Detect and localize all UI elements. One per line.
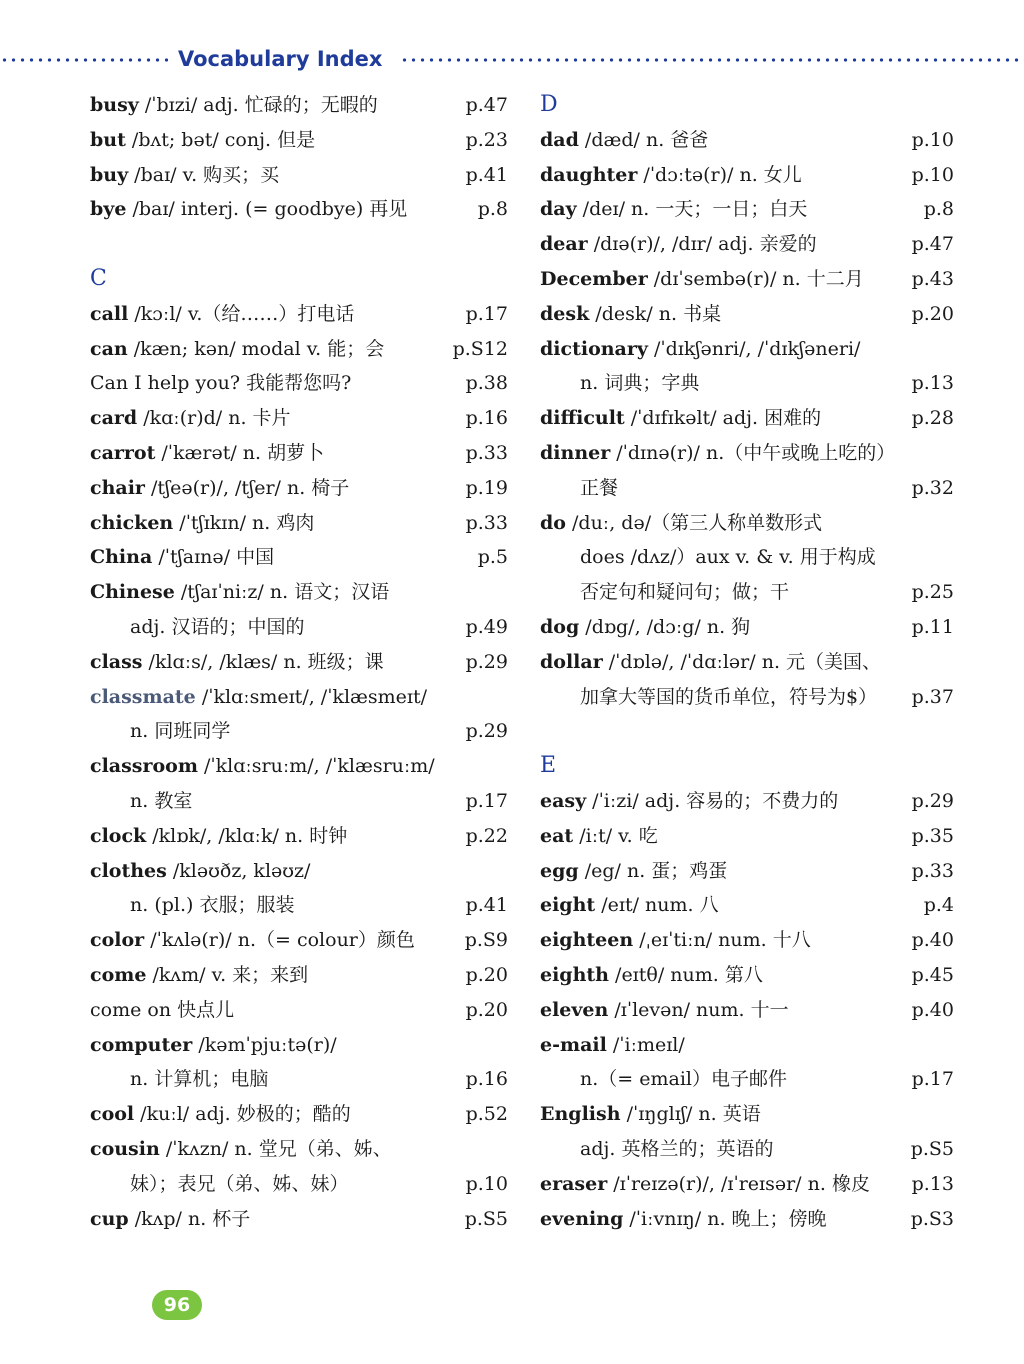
page-number-badge: 96 [152,1290,202,1320]
entry-definition: /klɑːs/, /klæs/ n. 班级；课 [142,650,384,673]
headword: dollar [540,650,603,673]
entry-text [90,366,351,401]
entry-text [130,1062,268,1097]
entry-definition: /ɪˈlevən/ num. 十一 [608,998,789,1021]
entry-text [90,680,427,715]
vocab-entry [540,923,954,958]
left-column [90,88,508,1236]
entry-definition: /ˈiːzi/ adj. 容易的；不费力的 [586,789,839,812]
headword: December [540,267,648,290]
entry-definition: /ˈklɑːsruːm/, /ˈklæsruːm/ [197,755,435,778]
entry-text [540,227,817,262]
entry-text [580,540,876,575]
page-reference: p.13 [911,372,954,395]
page-reference: p.22 [465,824,508,847]
vocab-entry [540,610,954,645]
vocab-entry [540,1028,954,1063]
vocab-entry [540,1202,954,1237]
entry-continuation [90,714,508,749]
entry-definition: /tʃaɪˈniːz/ n. 语文；汉语 [174,581,390,604]
entry-text [90,958,308,993]
vocab-entry [90,471,508,506]
entry-definition: 加拿大等国的货币单位，符号为$） [580,685,878,708]
headword: dear [540,233,588,256]
vocab-entry [90,958,508,993]
entry-continuation [90,1167,508,1202]
vocab-entry [540,819,954,854]
headword: computer [90,1033,193,1056]
vocab-entry [540,1097,954,1132]
entry-text [540,297,721,332]
headword: English [540,1103,621,1126]
entry-text [540,123,708,158]
headword: cool [90,1103,135,1126]
page-reference: p.40 [911,998,954,1021]
headword: but [90,128,126,151]
entry-text [90,471,349,506]
entry-text [90,1028,337,1063]
entry-definition: n. 同班同学 [130,720,231,743]
entry-text [90,923,415,958]
vocab-entry [90,645,508,680]
entry-definition: /klɒk/, /klɑːk/ n. 时钟 [146,824,348,847]
page-reference: p.35 [911,824,954,847]
entry-text [90,575,389,610]
vocab-entry [90,819,508,854]
entry-definition: 否定句和疑问句；做；干 [580,581,790,604]
headword: bye [90,198,127,221]
page-reference: p.20 [911,302,954,325]
page-reference: p.33 [465,511,508,534]
headword: eraser [540,1172,608,1195]
entry-definition: n. 词典；字典 [580,372,700,395]
page-reference: p.20 [465,963,508,986]
headword: card [90,407,138,430]
entry-definition: /kʌp/ n. 杯子 [128,1207,251,1230]
section-gap [540,714,954,749]
page-reference: p.S5 [910,1137,954,1160]
vocab-entry [90,506,508,541]
vocab-entry [540,262,954,297]
headword: dinner [540,441,611,464]
entry-definition: Can I help you? 我能帮您吗? [90,372,352,395]
headword: eat [540,824,574,847]
headword: clock [90,824,147,847]
entry-continuation [540,366,954,401]
page-reference: p.29 [911,789,954,812]
page-reference: p.29 [465,720,508,743]
headword: China [90,546,153,569]
entry-text [540,993,789,1028]
entry-text [540,1167,870,1202]
vocab-entry [540,401,954,436]
vocab-entry [90,1132,508,1167]
vocab-entry [90,88,508,123]
headword: dictionary [540,337,648,360]
vocab-entry [540,506,954,541]
entry-text [90,854,310,889]
vocab-entry [90,401,508,436]
page-reference: p.47 [465,94,508,116]
entry-text [90,819,347,854]
page-reference: p.16 [465,407,508,430]
vocab-entry [90,332,508,367]
entry-definition: 正餐 [580,476,619,499]
entry-text [540,436,895,471]
entry-text [580,1132,773,1167]
entry-definition: adj. 汉语的；中国的 [130,615,305,638]
entry-definition: 妹）；表兄（弟、姊、妹） [130,1172,349,1195]
entry-text [540,332,860,367]
entry-definition: /ˈiːmeɪl/ [606,1033,685,1056]
entry-definition: /kʌm/ v. 来；来到 [146,963,309,986]
page-reference: p.38 [465,372,508,395]
entry-text [130,888,294,923]
page-reference: p.17 [911,1068,954,1091]
section-letter: C [90,265,107,291]
entry-definition: /kæn; kən/ modal v. 能；会 [127,337,385,360]
entry-text [540,1097,761,1132]
entry-definition: /ˈkʌzn/ n. 堂兄（弟、姊、 [159,1137,392,1160]
entry-definition: /duː, də/（第三人称单数形式 [565,511,823,534]
entry-text [580,471,618,506]
entry-definition: n. (pl.) 衣服；服装 [130,894,295,917]
entry-definition: /kəmˈpjuːtə(r)/ [192,1033,337,1056]
entry-definition: /iːt/ v. 吃 [573,824,658,847]
headword: class [90,650,143,673]
entry-continuation [540,471,954,506]
entry-text [540,262,864,297]
page-reference: p.10 [911,128,954,151]
entry-continuation [90,784,508,819]
vocab-entry [90,923,508,958]
entry-text [540,192,807,227]
headword: classmate [90,685,196,708]
entry-definition: /ˈbɪzi/ adj. 忙碌的；无暇的 [138,94,378,116]
entry-continuation [540,680,954,715]
headword: daughter [540,163,638,186]
entry-text [90,540,274,575]
entry-text [540,645,881,680]
headword: do [540,511,566,534]
entry-definition: /eɪtθ/ num. 第八 [609,963,763,986]
entry-text [580,575,789,610]
page-reference: p.37 [911,685,954,708]
page-reference: p.4 [923,894,954,917]
vocab-entry [540,958,954,993]
page-reference: p.17 [465,302,508,325]
entry-definition: /kuːl/ adj. 妙极的；酷的 [134,1103,351,1126]
headword: can [90,337,128,360]
headword: evening [540,1207,624,1230]
entry-definition: /ˈdɔːtə(r)/ n. 女儿 [637,163,802,186]
entry-definition: /eg/ n. 蛋；鸡蛋 [578,859,728,882]
entry-text [130,784,192,819]
entry-text [90,158,279,193]
page-reference: p.32 [911,476,954,499]
entry-text [90,993,234,1028]
entry-definition: /ˈdɪfɪkəlt/ adj. 困难的 [624,407,822,430]
entry-continuation [540,575,954,610]
page-reference: p.52 [465,1103,508,1126]
entry-definition: /ˈklɑːsmeɪt/, /ˈklæsmeɪt/ [195,685,428,708]
header-title: Vocabulary Index [178,47,383,71]
headword: clothes [90,859,167,882]
vocab-entry [90,158,508,193]
entry-text [540,401,821,436]
headword: eighth [540,963,609,986]
entry-definition: does /dʌz/）aux v. & v. 用于构成 [580,546,876,569]
entry-definition: /ˈtʃaɪnə/ 中国 [152,546,275,569]
entry-definition: /tʃeə(r)/, /tʃer/ n. 椅子 [144,476,350,499]
entry-text [90,645,384,680]
page-reference: p.45 [911,963,954,986]
entry-text [90,1132,392,1167]
entry-continuation [90,888,508,923]
entry-definition: /dæd/ n. 爸爸 [578,128,709,151]
entry-text [90,1097,351,1132]
headword: e-mail [540,1033,607,1056]
entry-definition: /ɪˈreɪzə(r)/, /ɪˈreɪsər/ n. 橡皮 [607,1172,870,1195]
entry-definition: /deɪ/ n. 一天；一日；白天 [576,198,808,221]
headword: egg [540,859,579,882]
entry-text [540,819,658,854]
entry-text [540,1028,685,1063]
entry-text [540,1202,827,1237]
page-reference: p.33 [911,859,954,882]
header-dots-right [400,58,1024,62]
vocab-entry [90,297,508,332]
vocab-entry [90,575,508,610]
vocab-entry [540,993,954,1028]
headword: day [540,198,577,221]
entry-definition: /ˌeɪˈtiːn/ num. 十八 [633,929,811,952]
entry-text [90,436,324,471]
vocab-entry [540,192,954,227]
page-reference: p.8 [923,198,954,221]
vocab-entry [90,192,508,227]
entry-definition: /baɪ/ interj. (= goodbye) 再见 [126,198,408,221]
entry-text [540,958,763,993]
entry-definition: /kləʊðz, kləʊz/ [166,859,311,882]
headword: buy [90,163,129,186]
headword: busy [90,94,139,116]
vocab-entry [540,227,954,262]
page-reference: p.33 [465,441,508,464]
entry-text [90,88,378,123]
entry-continuation [90,1062,508,1097]
headword: dad [540,128,579,151]
vocab-entry [90,1202,508,1237]
vocab-entry [90,540,508,575]
headword: eighteen [540,929,634,952]
headword: eleven [540,998,609,1021]
page-reference: p.41 [465,894,508,917]
vocab-entry [540,297,954,332]
page-reference: p.16 [465,1068,508,1091]
vocab-entry [540,123,954,158]
page-reference: p.5 [477,546,508,569]
entry-definition: /dɪˈsembə(r)/ n. 十二月 [647,267,864,290]
entry-text [90,749,435,784]
entry-definition: /ˈdɪkʃənri/, /ˈdɪkʃəneri/ [647,337,861,360]
entry-text [540,158,802,193]
page-reference: p.47 [911,233,954,256]
entry-text [90,192,407,227]
headword: carrot [90,441,156,464]
vocab-entry [90,123,508,158]
entry-text [90,506,314,541]
entry-continuation [540,1062,954,1097]
entry-definition: adj. 英格兰的；英语的 [580,1137,774,1160]
entry-definition: /desk/ n. 书桌 [589,302,722,325]
vocab-entry [90,680,508,715]
header-dots-left [0,58,168,62]
page-reference: p.S3 [910,1207,954,1230]
entry-text [90,123,315,158]
entry-text [540,610,750,645]
page-reference: p.8 [477,198,508,221]
entry-text [540,923,811,958]
entry-text [90,297,354,332]
entry-continuation [540,1132,954,1167]
entry-definition: n.（= email）电子邮件 [580,1068,787,1091]
entry-definition: /dɒg/, /dɔːg/ n. 狗 [579,615,751,638]
entry-text [580,1062,787,1097]
entry-text [580,366,699,401]
page-reference: p.49 [465,615,508,638]
entry-definition: n. 教室 [130,789,193,812]
headword: chicken [90,511,174,534]
section-letter: E [540,753,557,779]
vocab-entry [90,993,508,1028]
vocab-entry [90,749,508,784]
page-reference: p.13 [911,1172,954,1195]
entry-definition: come on 快点儿 [90,998,235,1021]
vocab-entry [540,436,954,471]
vocab-entry [90,854,508,889]
entry-definition: /ˈkærət/ n. 胡萝卜 [155,441,325,464]
headword: cup [90,1207,129,1230]
headword: dog [540,615,580,638]
entry-definition: /eɪt/ num. 八 [595,894,719,917]
headword: desk [540,302,590,325]
headword: color [90,929,145,952]
page-reference: p.41 [465,163,508,186]
entry-definition: n. 计算机；电脑 [130,1068,269,1091]
entry-definition: /dɪə(r)/, /dɪr/ adj. 亲爱的 [587,233,817,256]
entry-definition: /ˈdɪnə(r)/ n.（中午或晚上吃的） [610,441,896,464]
vocab-entry [90,1097,508,1132]
page-reference: p.11 [911,615,954,638]
vocab-entry [540,1167,954,1202]
entry-text [90,332,384,367]
entry-text [130,714,230,749]
headword: easy [540,789,587,812]
page-reference: p.S9 [464,929,508,952]
vocab-entry [90,366,508,401]
entry-definition: /ˈiːvnɪŋ/ n. 晚上；傍晚 [623,1207,827,1230]
vocab-entry [540,645,954,680]
entry-text [540,506,822,541]
page-reference: p.28 [911,407,954,430]
vocab-entry [540,158,954,193]
page-reference: p.25 [911,581,954,604]
vocab-entry [90,436,508,471]
entry-continuation [540,540,954,575]
entry-text [540,784,838,819]
entry-definition: /kɑː(r)d/ n. 卡片 [137,407,291,430]
headword: call [90,302,129,325]
entry-definition: /baɪ/ v. 购买；买 [128,163,280,186]
entry-definition: /bʌt; bət/ conj. 但是 [125,128,316,151]
page-reference: p.19 [465,476,508,499]
section-gap [90,227,508,262]
headword: cousin [90,1137,160,1160]
page-header [0,44,1024,74]
entry-text [130,1167,349,1202]
vocab-entry [540,784,954,819]
page-reference: p.40 [911,929,954,952]
entry-definition: /kɔːl/ v.（给……）打电话 [128,302,355,325]
headword: chair [90,476,145,499]
entry-text [540,854,727,889]
page-reference: p.10 [465,1172,508,1195]
page-reference: p.10 [911,163,954,186]
headword: Chinese [90,581,175,604]
entry-continuation [90,610,508,645]
entry-text [90,401,291,436]
page-reference: p.S5 [464,1207,508,1230]
vocab-entry [90,1028,508,1063]
entry-definition: /ˈɪŋglɪʃ/ n. 英语 [620,1103,761,1126]
entry-text [580,680,877,715]
vocab-entry [540,854,954,889]
page-reference: p.23 [465,128,508,151]
headword: eight [540,894,596,917]
page-reference: p.43 [911,267,954,290]
entry-text [90,1202,250,1237]
headword: difficult [540,407,625,430]
page-reference: p.29 [465,650,508,673]
page-reference: p.17 [465,789,508,812]
entry-definition: /ˈkʌlə(r)/ n.（= colour）颜色 [144,929,415,952]
right-column [540,88,954,1236]
entry-definition: /ˈdɒlə/, /ˈdɑːlər/ n. 元（美国、 [602,650,882,673]
headword: come [90,963,147,986]
page-reference: p.S12 [452,337,508,360]
section-letter: D [540,92,558,117]
entry-text [540,888,719,923]
vocab-entry [540,332,954,367]
vocab-entry [540,888,954,923]
headword: classroom [90,755,198,778]
page-reference: p.20 [465,998,508,1021]
entry-definition: /ˈtʃɪkɪn/ n. 鸡肉 [173,511,315,534]
entry-text [130,610,304,645]
